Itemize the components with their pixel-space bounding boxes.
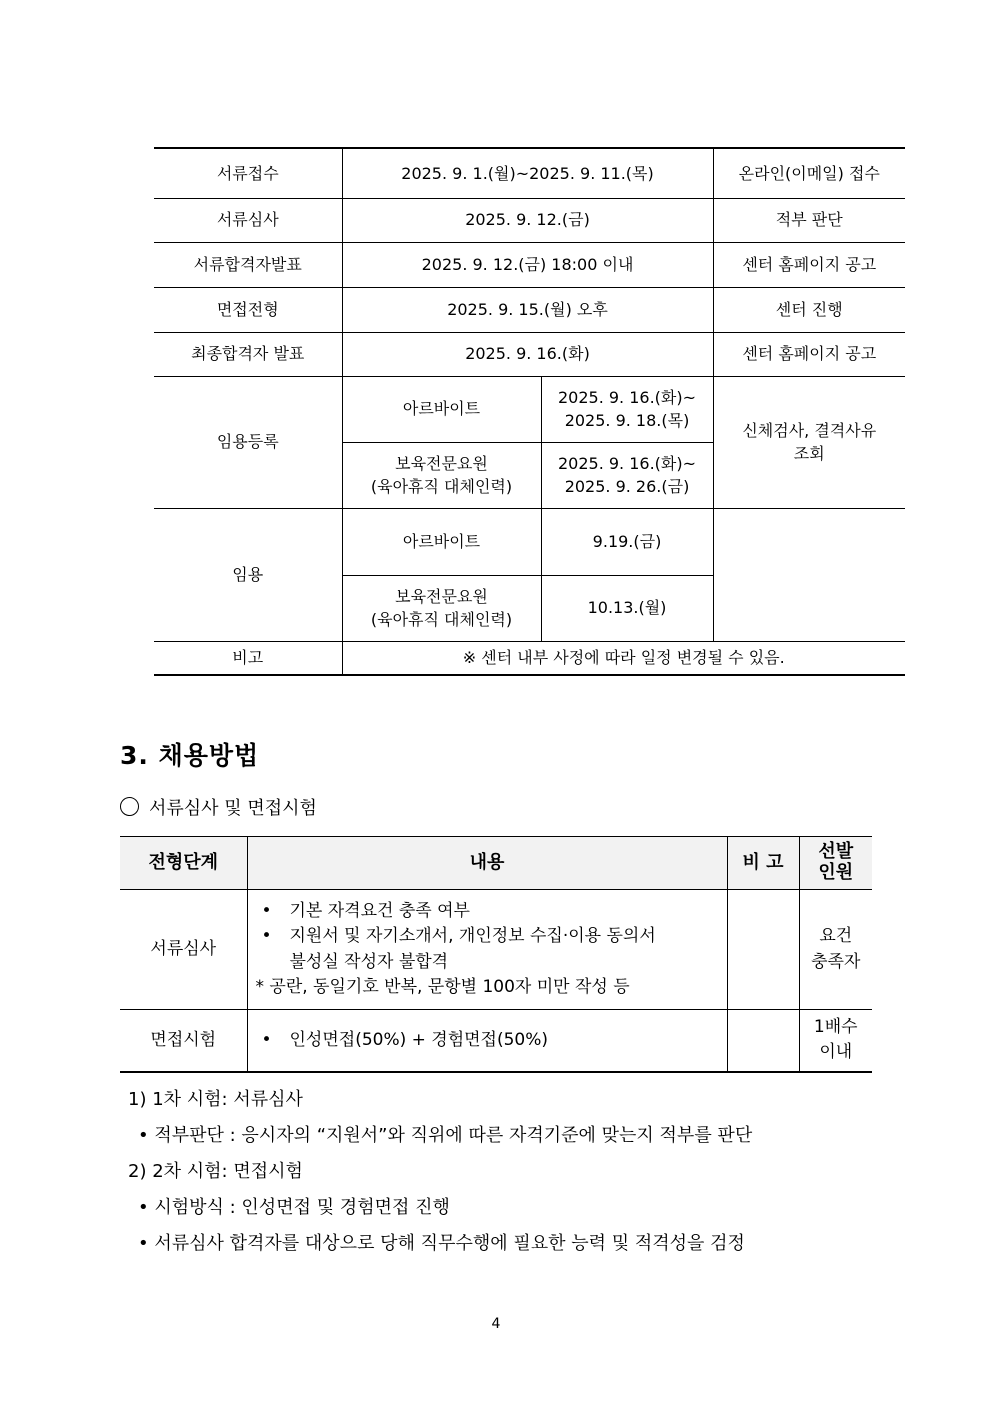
note-cell: 온라인(이메일) 접수	[713, 148, 905, 198]
note-cell: 센터 홈페이지 공고	[713, 242, 905, 287]
type-cell	[342, 442, 541, 508]
selection-cell: 1배수 이내	[799, 1010, 872, 1072]
type-line: (육아휴직 대체인력)	[370, 610, 513, 629]
table-row	[154, 242, 905, 287]
date-line: 2025. 9. 26.(금)	[564, 477, 690, 496]
stage-cell: 서류접수	[154, 148, 342, 198]
table-row	[154, 641, 905, 675]
selection-cell: 요건 충족자	[799, 890, 872, 1010]
type-line: 보육전문요원	[395, 586, 488, 606]
header-selection-line: 인원	[818, 862, 854, 883]
table-row	[154, 332, 905, 376]
bullet-icon: •	[138, 1125, 149, 1146]
note-cell	[713, 508, 905, 641]
page-number: 4	[491, 1316, 501, 1332]
type-cell	[342, 575, 541, 641]
type-cell: 아르바이트	[342, 508, 541, 575]
note-cell: 적부 판단	[713, 198, 905, 242]
section-subtitle	[120, 794, 317, 820]
bullet-item: • 지원서 및 자기소개서, 개인정보 수집·이용 동의서 불성실 작성자 불합격	[256, 924, 719, 975]
note-line: 조회	[793, 444, 825, 463]
date-cell: 2025. 9. 12.(금) 18:00 이내	[342, 242, 713, 287]
content-cell	[247, 890, 727, 1010]
bullet-icon: •	[261, 1029, 272, 1050]
date-cell: 9.19.(금)	[541, 508, 713, 575]
table-row	[154, 198, 905, 242]
date-cell	[541, 442, 713, 508]
schedule-table	[154, 147, 905, 676]
date-line: 2025. 9. 16.(화)~	[557, 387, 697, 407]
bullet-icon: •	[138, 1197, 149, 1218]
type-line: 보육전문요원	[395, 453, 488, 473]
header-row	[120, 837, 872, 890]
method-table	[120, 836, 872, 1073]
stage-cell: 서류합격자발표	[154, 242, 342, 287]
section-title: 3. 채용방법	[120, 741, 260, 770]
note-cell: 센터 홈페이지 공고	[713, 332, 905, 376]
bullet-item: • 기본 자격요건 충족 여부	[256, 899, 719, 925]
stage-cell: 면접시험	[120, 1010, 247, 1072]
detail-bullet: • 시험방식 : 인성면접 및 경험면접 진행	[138, 1197, 450, 1218]
stage-cell: 서류심사	[154, 198, 342, 242]
date-cell: 10.13.(월)	[541, 575, 713, 641]
detail-bullet: • 서류심사 합격자를 대상으로 당해 직무수행에 필요한 능력 및 적격성을 검정	[138, 1233, 745, 1254]
header-selection	[799, 837, 872, 890]
header-stage: 전형단계	[120, 837, 247, 890]
table-row	[154, 508, 905, 575]
note-cell	[713, 376, 905, 508]
date-cell	[541, 376, 713, 442]
note-cell	[727, 890, 799, 1010]
header-selection-line: 선발	[818, 841, 854, 863]
bullet-icon: •	[261, 900, 272, 921]
detail-heading-2: 2) 2차 시험: 면접시험	[128, 1161, 303, 1182]
detail-bullet: • 적부판단 : 응시자의 “지원서”와 직위에 따른 자격기준에 맞는지 적부를 판단	[138, 1125, 753, 1146]
table-row	[154, 148, 905, 198]
note-cell	[727, 1010, 799, 1072]
stage-cell: 면접전형	[154, 287, 342, 332]
header-content: 내용	[247, 837, 727, 890]
stage-cell: 최종합격자 발표	[154, 332, 342, 376]
content-cell	[247, 1010, 727, 1072]
date-cell: 2025. 9. 1.(월)~2025. 9. 11.(목)	[342, 148, 713, 198]
detail-heading-1: 1) 1차 시험: 서류심사	[128, 1089, 303, 1110]
note-line: 신체검사, 결격사유	[742, 420, 877, 440]
table-row	[154, 376, 905, 442]
bullet-icon: •	[261, 926, 272, 946]
header-note: 비 고	[727, 837, 799, 890]
table-row	[154, 287, 905, 332]
note-cell: 센터 진행	[713, 287, 905, 332]
subtitle-text: 서류심사 및 면접시험	[149, 798, 317, 819]
remark-text: ※ 센터 내부 사정에 따라 일정 변경될 수 있음.	[342, 641, 905, 675]
table-row	[120, 1010, 872, 1072]
stage-cell: 임용	[154, 508, 342, 641]
stage-cell: 임용등록	[154, 376, 342, 508]
date-line: 2025. 9. 16.(화)~	[557, 453, 697, 473]
date-cell: 2025. 9. 16.(화)	[342, 332, 713, 376]
date-line: 2025. 9. 18.(목)	[564, 411, 690, 430]
table-row	[120, 890, 872, 1010]
footnote: * 공란, 동일기호 반복, 문항별 100자 미만 작성 등	[255, 977, 630, 997]
type-cell: 아르바이트	[342, 376, 541, 442]
bullet-icon: •	[138, 1233, 149, 1254]
stage-cell: 서류심사	[120, 890, 247, 1010]
type-line: (육아휴직 대체인력)	[370, 477, 513, 496]
bullet-item: • 인성면접(50%) + 경험면접(50%)	[256, 1028, 719, 1054]
date-cell: 2025. 9. 15.(월) 오후	[342, 287, 713, 332]
circle-icon	[120, 797, 139, 816]
remark-label: 비고	[154, 641, 342, 675]
date-cell: 2025. 9. 12.(금)	[342, 198, 713, 242]
